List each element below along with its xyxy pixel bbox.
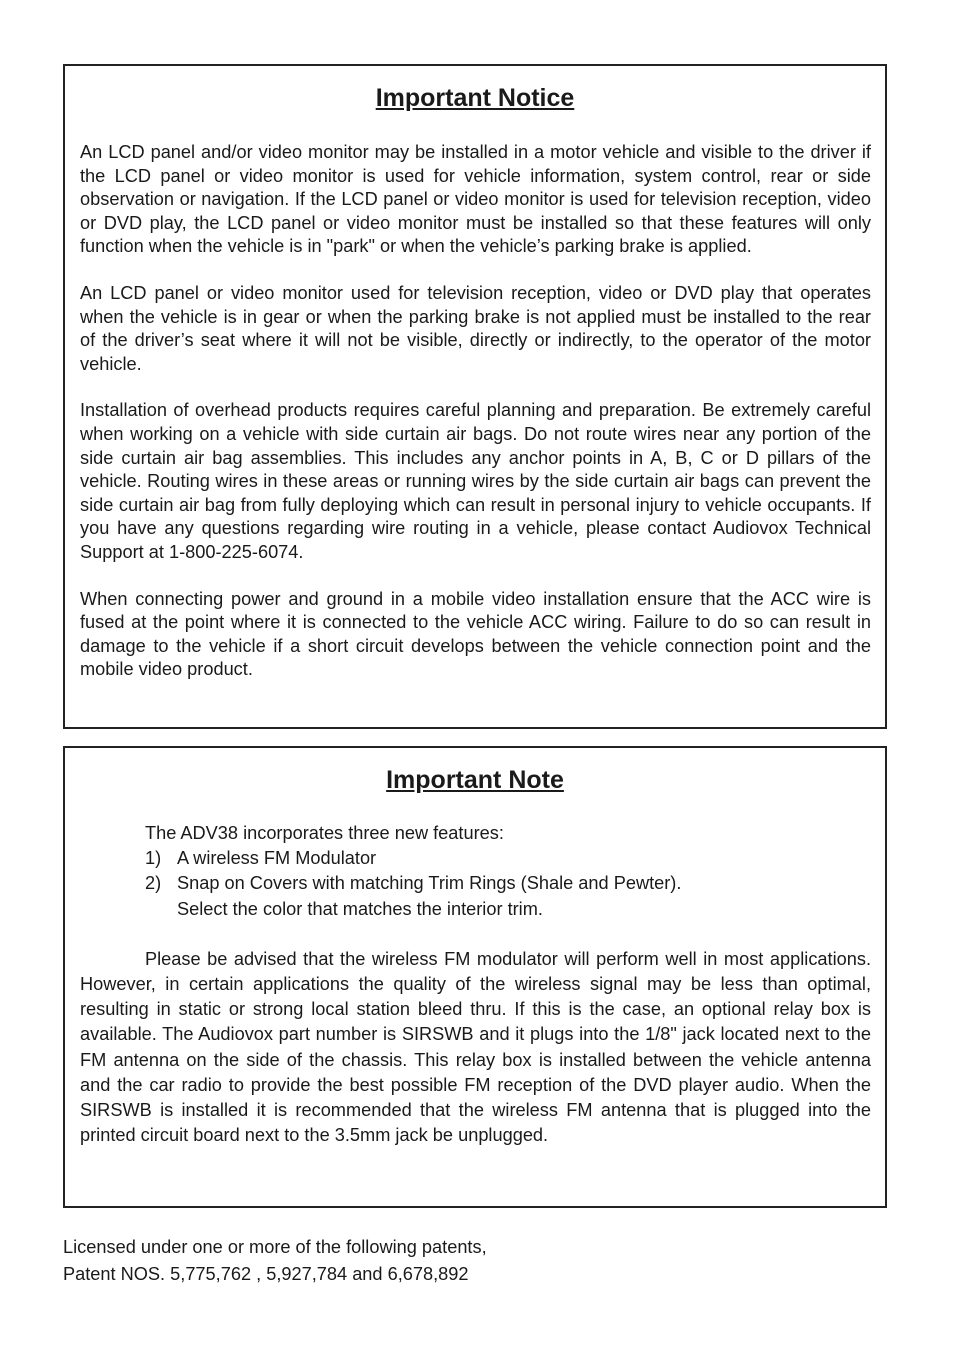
patent-line-1: Licensed under one or more of the following patents, — [63, 1237, 487, 1257]
note-paragraph-text: Please be advised that the wireless FM modulator will perform well in most applications. However, in certain applications the quality of the wireless signal may be less than optimal, resulting in static or strong local station bleed thru. If this is the case, an optional relay box is available. The Audiovox part number is SIRSWB and it plugs into the 1/8" jack located next to the FM antenna on the side of the chassis. This relay box is installed between the vehicle antenna and the car radio to provide the best possible FM reception of the DVD player audio. When the SIRSWB is installed it is recommended that the wireless FM antenna that is plugged into the printed circuit board next to the 3.5mm jack be unplugged. — [80, 948, 871, 1146]
list-number: 1) — [145, 848, 162, 869]
note-body — [80, 821, 871, 1148]
list-item-continuation: Select the color that matches the interior trim. — [177, 898, 543, 919]
note-intro: The ADV38 incorporates three new features: — [145, 823, 504, 843]
important-note-box — [63, 746, 887, 1208]
note-title: Important Note — [386, 766, 564, 794]
list-text: Snap on Covers with matching Trim Rings (Shale and Pewter). — [177, 873, 682, 894]
notice-paragraph-rear-install: An LCD panel or video monitor used for television reception, video or DVD play that operates when the vehicle is in gear or when the parking brake is not applied must be installed to the rear of the driver’s seat where it will not be visible, directly or indirectly, to the operator of the motor vehicle. — [80, 282, 871, 374]
important-notice-box — [63, 64, 887, 729]
note-paragraph — [80, 947, 871, 1149]
feature-list-item — [80, 871, 871, 896]
patent-line-2: Patent NOS. 5,775,762 , 5,927,784 and 6,678,892 — [63, 1264, 469, 1284]
notice-paragraph-acc-fuse: When connecting power and ground in a mobile video installation ensure that the ACC wire is fused at the point where it is connected to the vehicle ACC wiring. Failure to do so can result in damage to the vehicle if a short circuit develops between the vehicle connection point and the mobile video product. — [80, 588, 871, 680]
list-text: A wireless FM Modulator — [177, 848, 377, 869]
notice-paragraph-overhead-airbags: Installation of overhead products requires careful planning and preparation. Be extremely careful when working on a vehicle with side curtain air bags. Do not route wires near any portion of the side curtain air bag assemblies. This includes any anchor points in A, B, C or D pillars of the vehicle. Routing wires in these areas or running wires by the side curtain air bags can prevent the side curtain air bag from fully deploying which can result in personal injury to vehicle occupants. If you have any questions regarding wire routing in a vehicle, please contact Audiovox Technical Support at 1-800-225-6074. — [80, 400, 871, 562]
patent-footer — [63, 1234, 487, 1288]
notice-title: Important Notice — [375, 84, 575, 112]
feature-list-item — [80, 846, 871, 871]
list-number: 2) — [145, 873, 162, 894]
notice-paragraph-lcd-visibility: An LCD panel and/or video monitor may be installed in a motor vehicle and visible to the driver if the LCD panel or video monitor is used for vehicle information, system control, rear or side observation or navigation. If the LCD panel or video monitor is used for television reception, video or DVD play, the LCD panel or video monitor must be installed so that these features will only function when the vehicle is in "park" or when the vehicle’s parking brake is applied. — [80, 142, 871, 257]
